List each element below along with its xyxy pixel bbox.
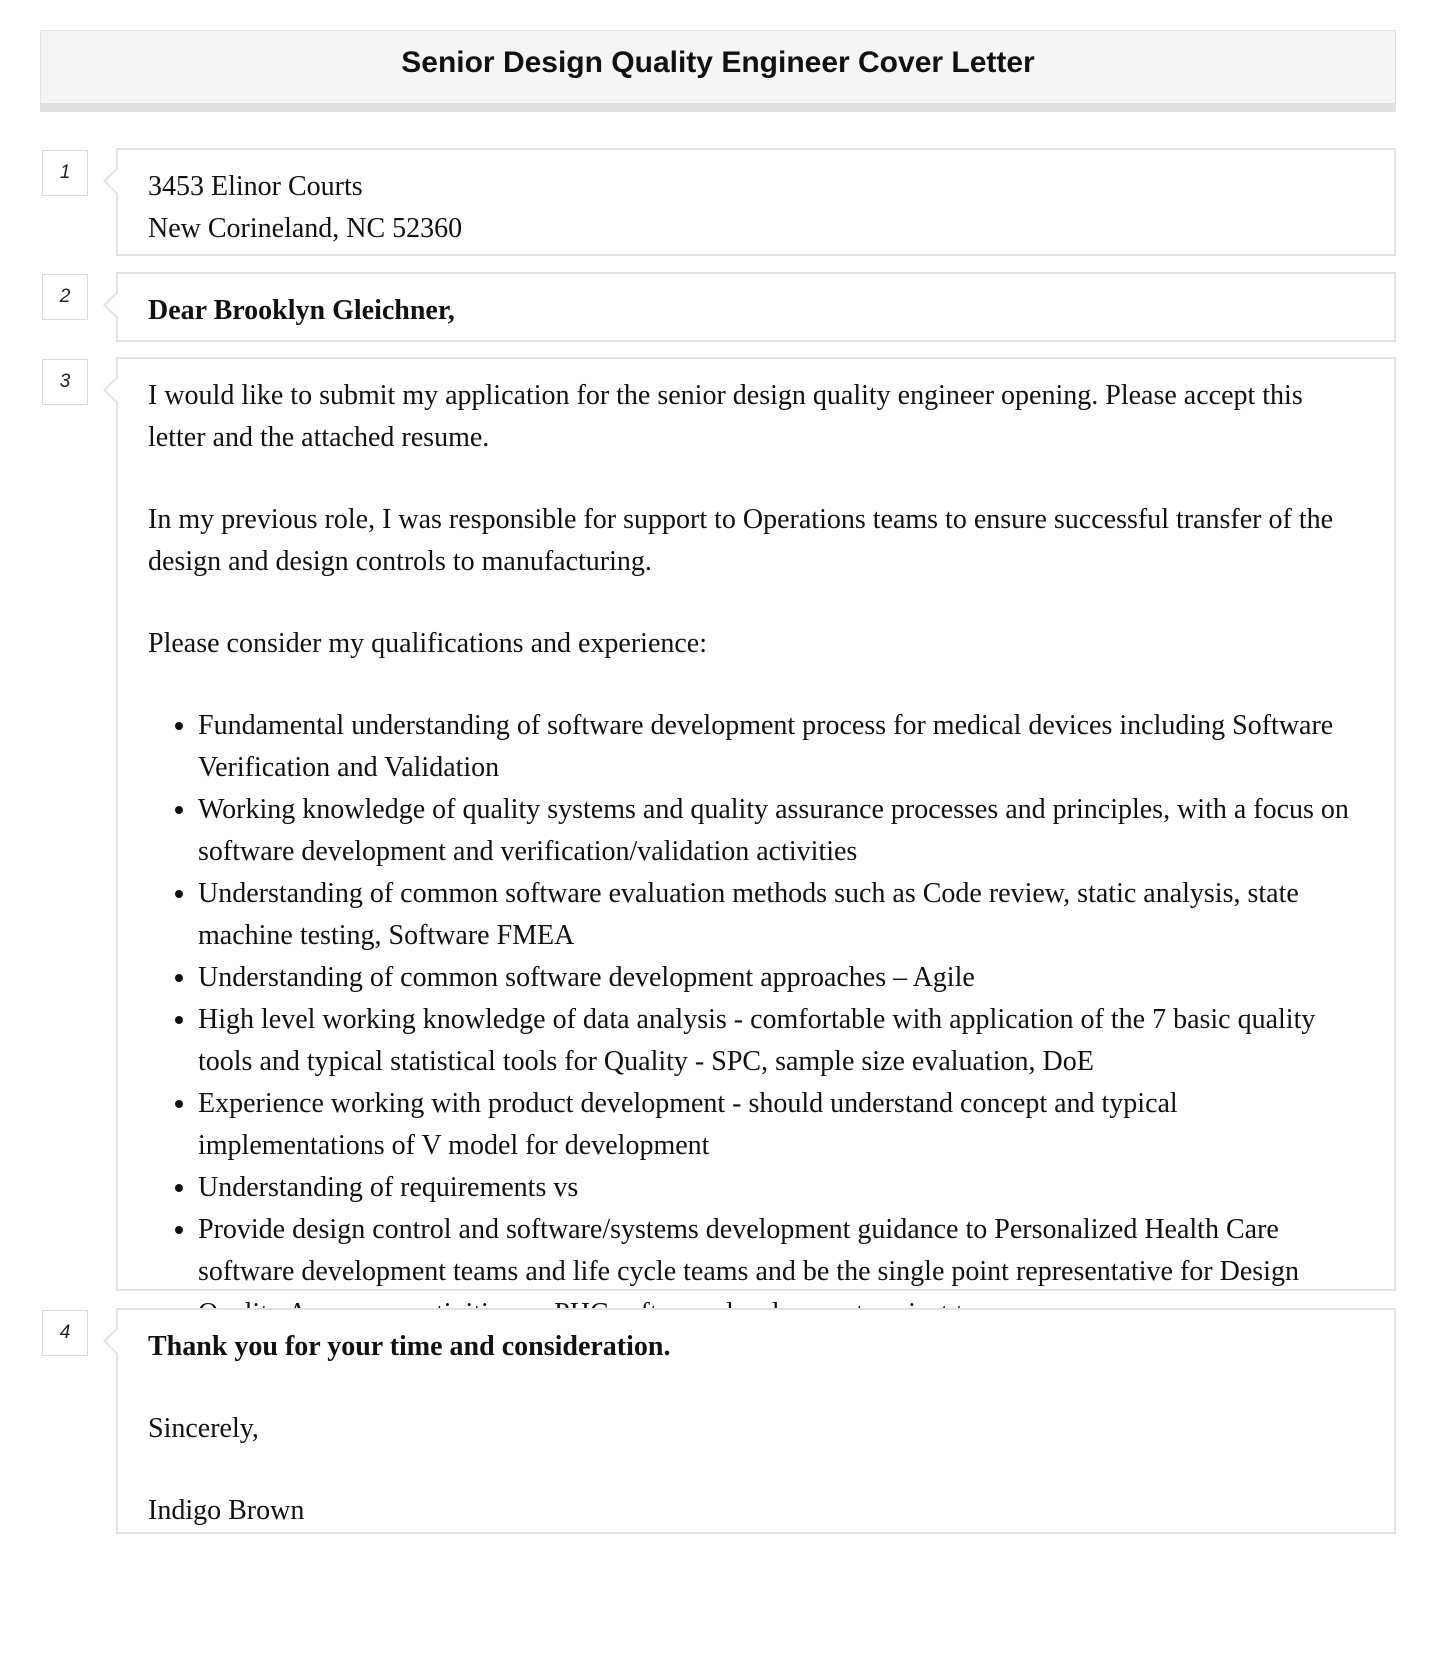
list-item: • Experience working with product development - should understand concept and typical implementations of V model for development [198,1083,1364,1167]
document-header [40,30,1396,112]
list-item: • Provide design control and software/systems development guidance to Personalized Health Care software development teams and life cycle teams and be the single point representative for Design [198,1209,1364,1335]
document-title: Senior Design Quality Engineer Cover Letter [401,46,1035,79]
list-item: • Understanding of common software evaluation methods such as Code review, static analysis, state machine testing, Software FMEA [198,873,1364,957]
body-paragraph-2: In my previous role, I was responsible for support to Operations teams to ensure successful transfer of the design and design controls to manufacturing. [148,504,1334,577]
body-paragraph-3: Please consider my qualifications and experience: [148,628,708,659]
address-line-1: 3453 Elinor Courts [148,171,363,202]
thanks-line: Thank you for your time and consideration. [148,1331,671,1362]
greeting: Dear Brooklyn Gleichner, [148,295,455,326]
body-section [116,357,1396,1291]
address-section [116,148,1396,256]
list-item: • Fundamental understanding of software development process for medical devices including Software Verification and Validation [198,705,1364,789]
list-item: • Understanding of requirements vs [198,1167,1364,1209]
list-item: • Understanding of common software development approaches – Agile [198,957,1364,999]
body-paragraph-1: I would like to submit my application for the senior design quality engineer opening. Please accept this letter and the attached resume. [148,380,1303,453]
signature: Indigo Brown [148,1495,305,1526]
section-number-4: 4 [42,1310,88,1356]
closing-section [116,1308,1396,1534]
closing-line: Sincerely, [148,1413,259,1444]
address-line-2: New Corineland, NC 52360 [148,213,463,244]
greeting-section [116,272,1396,342]
list-item: • High level working knowledge of data analysis - comfortable with application of the 7 basic quality tools and typical statistical tools for Quality - SPC, sample size evaluation, DoE [198,999,1364,1083]
section-number-1: 1 [42,150,88,196]
section-number-3: 3 [42,359,88,405]
section-number-2: 2 [42,274,88,320]
qualifications-list [148,705,1364,1335]
list-item: • Working knowledge of quality systems and quality assurance processes and principles, with a focus on software development and verification/validation activities [198,789,1364,873]
